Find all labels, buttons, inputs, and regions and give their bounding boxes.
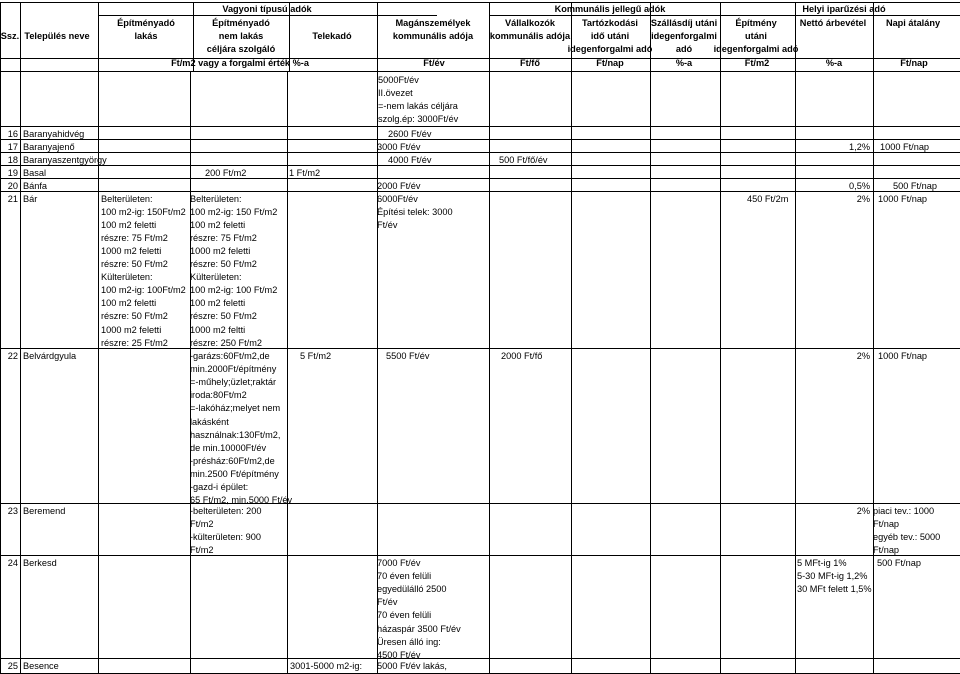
cell-nemlakas: részre: 50 Ft/m2 [190,259,257,269]
cell-magan: Építési telek: 3000 [377,206,453,217]
col-header-vallalkozok-1: Vállalkozók [504,18,556,28]
col-header-ssz: Ssz. [0,31,20,41]
cell-nemlakas: -külterületen: 900 [190,532,261,543]
continuation-line: 5000Ft/év [378,75,419,85]
col-header-maganszemelyek-1: Magánszemélyek [395,18,471,28]
cell-nemlakas: lakásként [190,416,229,427]
row-number: 21 [7,193,18,204]
cell-lakas: 100 m2 feletti [101,219,157,230]
row-number: 20 [7,180,18,191]
cell-magan: 4500 Ft/év [377,649,421,660]
rule-body-col-9 [720,71,721,674]
cell-telek: 3001-5000 m2-ig: [290,660,363,671]
cell-telek: 1 Ft/m2 [289,167,321,178]
row-number: 17 [7,141,18,152]
cell-nemlakas: de min.10000Ft/év [190,442,267,453]
cell-nemlakas: részre: 250 Ft/m2 [190,337,262,348]
col-header-szallasdij-1: Szállásdíj utáni [650,18,718,28]
settlement-name: Basal [23,167,46,178]
cell-nemlakas: -garázs:60Ft/m2,de [190,351,270,361]
rule-header-col-9 [720,2,721,71]
col-header-idegenforgalmi-ado: idegenforgalmi adó [713,44,799,54]
rule-body-col-10 [795,71,796,674]
settlement-name: Bár [23,193,38,204]
unit-ft-m2-forgalmi: Ft/m2 vagy a forgalmi érték %-a [171,58,309,68]
cell-netto: 5-30 MFt-ig 1,2% [797,571,868,582]
rule-header-col-3 [193,2,194,71]
continuation-line: szolg.ép: 3000Ft/év [378,114,459,125]
unit-ft-nap: Ft/nap [596,58,624,68]
row-number: 19 [7,167,18,178]
row-rule [0,555,960,556]
group-label-kommunalis: Kommunális jellegű adók [554,4,666,14]
cell-magan: 2600 Ft/év [388,128,432,139]
rule-body-col-0 [0,71,1,674]
cell-telek: 5 Ft/m2 [300,351,332,361]
cell-magan: egyedülálló 2500 [377,584,447,595]
cell-nemlakas: Belterületen: [190,193,242,204]
cell-lakas: Belterületen: [101,193,153,204]
rule-group-helyi [733,15,960,16]
rule-header-col-8 [650,2,651,71]
continuation-line: II.övezet [378,88,413,99]
cell-nemlakas: min.2000Ft/építmény [190,364,277,375]
cell-nemlakas: =-lakóház;melyet nem [190,403,281,414]
settlement-name: Berkesd [23,558,57,568]
row-rule [0,165,960,166]
cell-nemlakas: Külterületen: [190,272,242,283]
col-header-epitmeny-utani-3: adó [675,44,693,54]
rule-header-bottom [0,58,960,59]
row-number: 25 [7,660,18,671]
cell-napi: Ft/nap [873,519,900,530]
settlement-name: Bánfa [23,180,48,191]
rule-top [0,2,960,3]
rule-header-col-2 [98,2,99,71]
cell-nemlakas: Ft/m2 [190,519,214,530]
rule-body-col-1 [20,71,21,674]
unit-percent-a-2: %-a [825,58,843,68]
cell-nemlakas: iroda:80Ft/m2 [190,390,247,401]
row-rule [0,152,960,153]
cell-magan: 70 éven felüli [377,610,432,621]
cell-epitmeny: 450 Ft/2m [747,193,789,204]
cell-lakas: 1000 m2 feletti [101,245,162,256]
rule-header-col-4 [289,2,290,71]
col-header-epitmeny-lakas-1: Építményadó [117,18,175,28]
cell-netto: 30 MFt felett 1,5% [797,584,872,595]
rule-units-bottom [0,71,960,72]
cell-napi: 500 Ft/nap [893,180,937,191]
cell-napi: 1000 Ft/nap [878,193,928,204]
cell-napi: 500 Ft/nap [877,558,921,568]
cell-lakas: 100 m2-ig: 100Ft/m2 [101,285,186,296]
cell-nemlakas: 65 Ft/m2, min.5000 Ft/év [190,495,293,506]
cell-magan: 5000 Ft/év lakás, [377,660,447,671]
row-rule [0,503,960,504]
rule-body-col-8 [650,71,651,674]
cell-netto: 0,5% [849,180,870,191]
settlement-name: Baranyajenő [23,141,75,152]
cell-nemlakas: 1000 m2 feletti [190,245,251,256]
cell-napi: egyéb tev.: 5000 [873,532,941,543]
rule-header-col-7 [571,2,572,71]
col-header-telekado: Telekadó [312,31,352,41]
row-rule [0,139,960,140]
cell-nemlakas: Ft/m2 [190,545,214,556]
cell-magan: házaspár 3500 Ft/év [377,623,461,634]
cell-lakas: 100 m2-ig: 150Ft/m2 [101,206,186,217]
row-number: 16 [7,128,18,139]
cell-vall: 2000 Ft/fő [501,351,543,361]
cell-napi: piaci tev.: 1000 [873,506,935,516]
cell-lakas: 200 Ft/m2 [205,167,247,178]
cell-magan: 70 éven felüli [377,571,432,582]
cell-magan: 6000Ft/év [377,193,418,204]
cell-nemlakas: használnak:130Ft/m2, [190,429,281,440]
cell-netto: 2% [856,506,870,516]
cell-magan: 3000 Ft/év [377,141,421,152]
row-number: 24 [7,558,18,568]
cell-netto: 2% [856,351,870,361]
col-header-epitmeny-utani-1: Építmény [735,18,777,28]
col-header-epitmeny-nem-lakas-1: Építményadó [212,18,270,28]
cell-lakas: 1000 m2 feletti [101,324,162,335]
cell-nemlakas: 100 m2 feletti [190,298,246,309]
settlement-name: Baranyahidvég [23,128,85,139]
col-header-napi: Napi átalány [885,18,941,28]
row-rule [0,126,960,127]
rule-body-col-4 [287,71,288,674]
cell-nemlakas: =-műhely;üzlet;raktár [190,377,277,388]
group-label-vagyoni: Vagyoni típusú adók [222,4,312,14]
cell-nemlakas: 100 m2 feletti [190,219,246,230]
rule-body-col-6 [489,71,490,674]
col-header-maganszemelyek-2: kommunális adója [392,31,474,41]
row-rule [0,658,960,659]
settlement-name: Belvárdgyula [23,351,77,361]
row-rule [0,178,960,179]
cell-nemlakas: részre: 75 Ft/m2 [190,232,257,243]
settlement-name: Besence [23,660,59,671]
settlement-name: Beremend [23,506,66,516]
continuation-line: =-nem lakás céljára [378,101,458,112]
rule-header-col-6 [489,2,490,71]
cell-magan: Ft/év [377,597,398,608]
cell-lakas: részre: 75 Ft/m2 [101,232,168,243]
col-header-telepules: Település neve [24,31,90,41]
rule-header-col-0 [0,2,1,71]
col-header-szallasdij-2: idegenforgalmi [651,31,717,41]
col-header-tartozkodasi-1: Tartózkodási [582,18,638,28]
row-number: 18 [7,154,18,165]
cell-nemlakas: -belterületen: 200 [190,506,262,516]
unit-ft-ev: Ft/év [423,58,445,68]
cell-magan: 5500 Ft/év [386,351,430,361]
cell-vall: 500 Ft/fő/év [499,154,548,165]
cell-magan: Üresen álló ing: [377,636,441,647]
cell-lakas: részre: 50 Ft/m2 [101,311,168,322]
cell-lakas: részre: 50 Ft/m2 [101,259,168,269]
cell-magan: 2000 Ft/év [377,180,421,191]
cell-nemlakas: -présház:60Ft/m2,de [190,455,275,466]
settlement-name: Baranyaszentgyörgy [23,154,107,165]
cell-nemlakas: részre: 50 Ft/m2 [190,311,257,322]
unit-ft-m2: Ft/m2 [744,58,770,68]
cell-netto: 2% [856,193,870,204]
cell-lakas: Külterületen: [101,272,153,283]
cell-lakas: 100 m2 feletti [101,298,157,309]
rule-group-kommunalis [489,15,733,16]
row-number: 23 [7,506,18,516]
rule-body-col-7 [571,71,572,674]
col-header-szallasdij-3: idegenforgalmi adó [567,44,653,54]
unit-percent-a: %-a [675,58,693,68]
cell-magan: 4000 Ft/év [388,154,432,165]
col-header-epitmeny-nem-lakas-2: nem lakás [218,31,264,41]
cell-napi: Ft/nap [873,545,900,556]
col-header-tartozkodasi-2: idő utáni [590,31,630,41]
rule-header-col-11 [873,2,874,71]
cell-nemlakas: -gazd-i épület: [190,482,249,492]
cell-netto: 1,2% [849,141,870,152]
col-header-vallalkozok-2: kommunális adója [489,31,571,41]
col-header-netto: Nettó árbevétel [799,18,867,28]
cell-magan: 7000 Ft/év [377,558,421,568]
group-label-helyi-ipar: Helyi iparűzési adó [802,4,886,14]
cell-magan: Ft/év [377,219,398,230]
row-number: 22 [7,351,18,361]
unit-ft-nap-2: Ft/nap [900,58,928,68]
cell-nemlakas: 1000 m2 feltti [190,324,246,335]
row-rule [0,191,960,192]
cell-napi: 1000 Ft/nap [880,141,930,152]
rule-header-col-1 [20,2,21,71]
cell-napi: 1000 Ft/nap [878,351,928,361]
cell-nemlakas: min.2500 Ft/építmény [190,468,279,479]
rule-group-vagyoni [98,15,437,16]
unit-ft-fo: Ft/fő [520,58,540,68]
cell-netto: 5 MFt-ig 1% [797,558,847,568]
cell-lakas: részre: 25 Ft/m2 [101,337,168,348]
rule-body-col-11 [873,71,874,674]
cell-nemlakas: 100 m2-ig: 100 Ft/m2 [190,285,278,296]
cell-nemlakas: 100 m2-ig: 150 Ft/m2 [190,206,278,217]
rule-header-col-5 [377,2,378,71]
col-header-epitmeny-lakas-2: lakás [134,31,158,41]
rule-header-col-10 [795,2,796,71]
col-header-epitmeny-nem-lakas-3: céljára szolgáló [206,44,276,54]
col-header-epitmeny-utani-2: utáni [745,31,767,41]
